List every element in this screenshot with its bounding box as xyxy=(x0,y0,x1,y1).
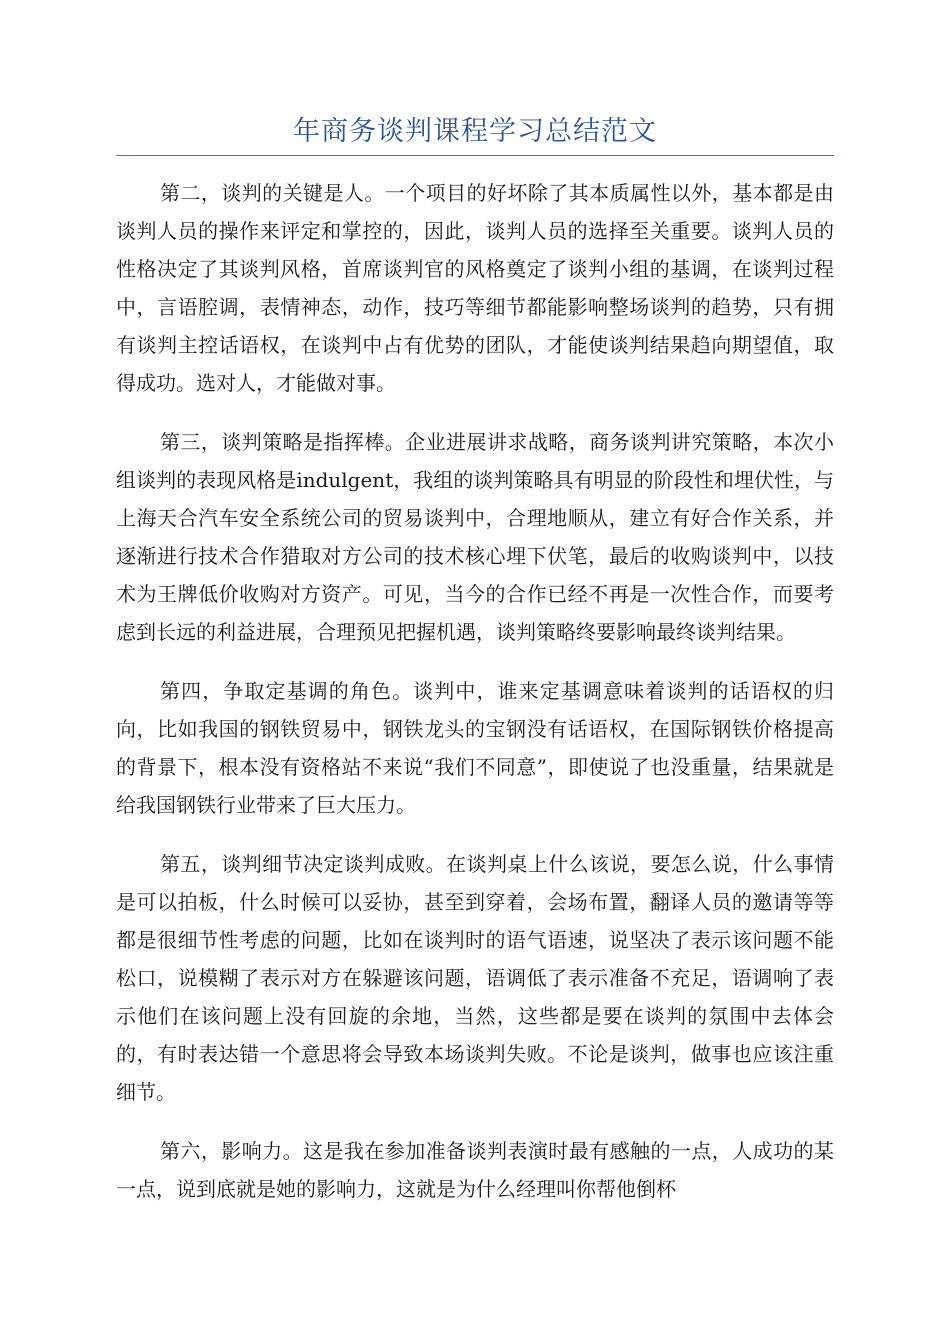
paragraph-third: 第三，谈判策略是指挥棒。企业进展讲求战略，商务谈判讲究策略，本次小组谈判的表现风格是indulgent，我组的谈判策略具有明显的阶段性和埋伏性，与上海天合汽车安全系统公司的贸易谈判中，合理地顺从，建立有好合作关系，并逐渐进行技术合作猎取对方公司的技术核心埋下伏笔，最后的收购谈判中，以技术为王牌低价收购对方资产。可见，当今的合作已经不再是一次性合作，而要考虑到长远的利益进展，合理预见把握机遇，谈判策略终要影响最终谈判结果。 xyxy=(116,430,834,644)
title-underline xyxy=(116,155,834,156)
paragraph-fourth: 第四，争取定基调的角色。谈判中，谁来定基调意味着谈判的话语权的归向，比如我国的钢铁贸易中，钢铁龙头的宝钢没有话语权，在国际钢铁价格提高的背景下，根本没有资格站不来说“我们不同意”，即使说了也没重量，结果就是给我国钢铁行业带来了巨大压力。 xyxy=(116,679,834,817)
paragraph-sixth: 第六，影响力。这是我在参加准备谈判表演时最有感触的一点，人成功的某一点，说到底就是她的影响力，这就是为什么经理叫你帮他倒杯 xyxy=(116,1139,834,1201)
document-body xyxy=(116,174,834,1229)
paragraph-second: 第二，谈判的关键是人。一个项目的好坏除了其本质属性以外，基本都是由谈判人员的操作来评定和掌控的，因此，谈判人员的选择至关重要。谈判人员的性格决定了其谈判风格，首席谈判官的风格奠定了谈判小组的基调，在谈判过程中，言语腔调，表情神态，动作，技巧等细节都能影响整场谈判的趋势，只有拥有谈判主控话语权，在谈判中占有优势的团队，才能使谈判结果趋向期望值，取得成功。选对人，才能做对事。 xyxy=(116,181,834,395)
document-title: 年商务谈判课程学习总结范文 xyxy=(293,116,657,147)
paragraph-fifth: 第五，谈判细节决定谈判成败。在谈判桌上什么该说，要怎么说，什么事情是可以拍板，什么时候可以妥协，甚至到穿着，会场布置，翻译人员的邀请等等都是很细节性考虑的问题，比如在谈判时的语气语速，说坚决了表示该问题不能松口，说模糊了表示对方在躲避该问题，语调低了表示准备不充足，语调响了表示他们在该问题上没有回旋的余地，当然，这些都是要在谈判的氛围中去体会的，有时表达错一个意思将会导致本场谈判失败。不论是谈判，做事也应该注重细节。 xyxy=(116,852,834,1104)
